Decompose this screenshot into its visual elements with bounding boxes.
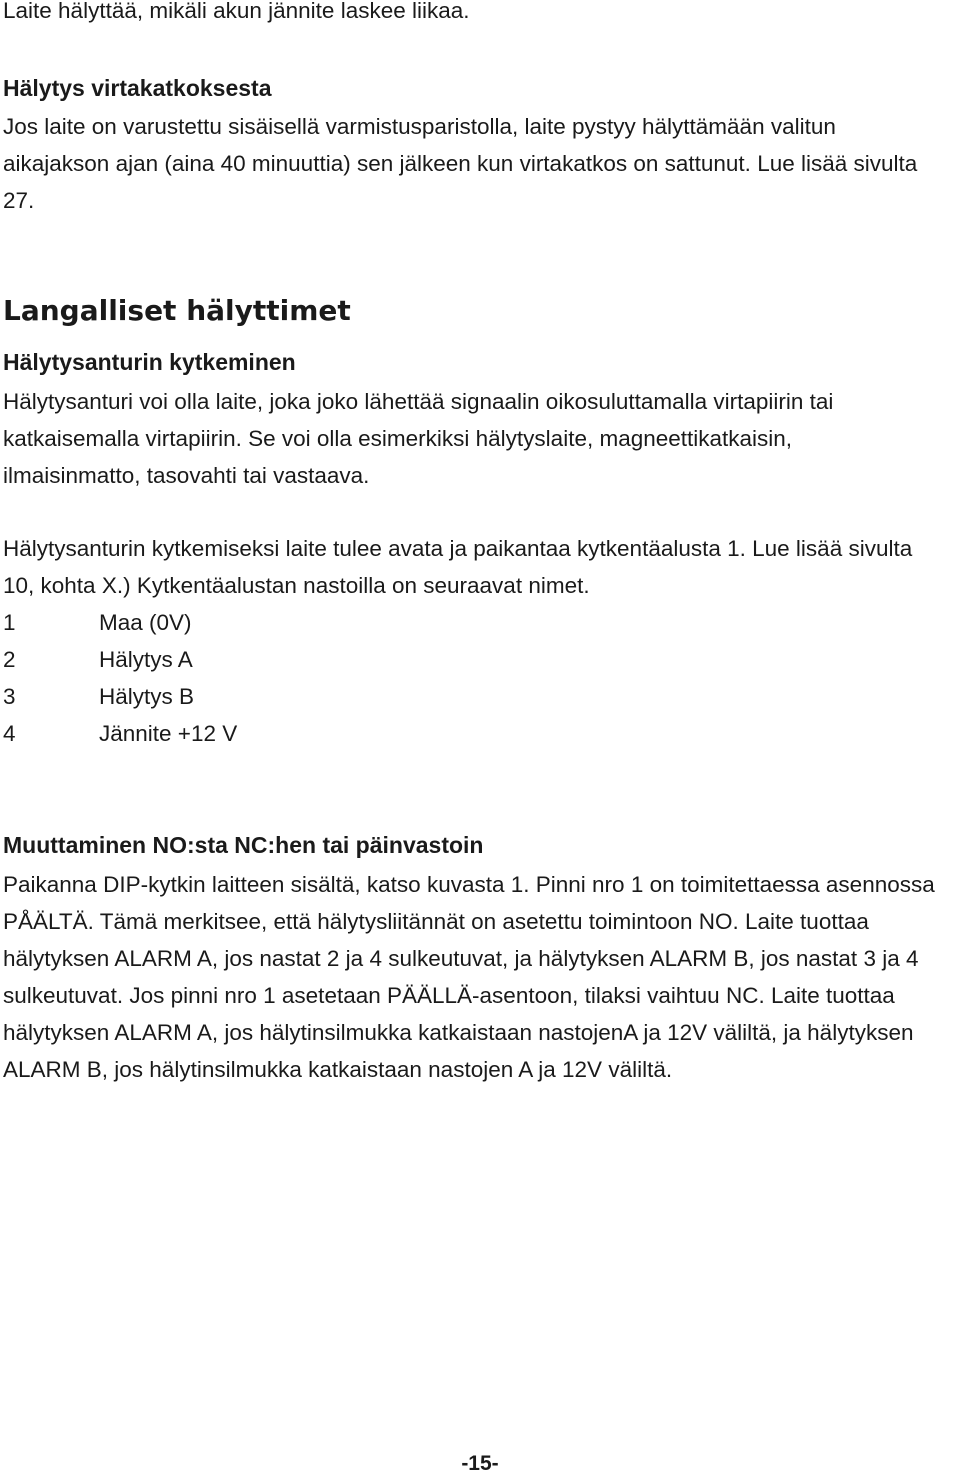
pin-number: 2 (3, 647, 16, 672)
intro-line: Laite hälyttää, mikäli akun jännite laskee liikaa. (3, 0, 470, 23)
pin-item (3, 604, 958, 641)
pin-list (3, 604, 958, 752)
pin-number: 1 (3, 610, 16, 635)
sensor-paragraph-1: Hälytysanturi voi olla laite, joka joko lähettää signaalin oikosuluttamalla virtapiirin tai katkaisemalla virtapiirin. Se voi olla esimerkiksi hälytyslaite, magneettikatkaisin, ilmaisinmatto, tasovahti tai vastaava. (3, 389, 834, 488)
pin-item (3, 678, 958, 715)
pin-name: Maa (0V) (99, 610, 192, 635)
pin-number: 3 (3, 684, 16, 709)
pin-name: Hälytys A (99, 647, 193, 672)
power-outage-heading: Hälytys virtakatkoksesta (3, 75, 272, 101)
pin-number: 4 (3, 721, 16, 746)
pin-item (3, 715, 958, 752)
no-nc-heading: Muuttaminen NO:sta NC:hen tai päinvastoin (3, 832, 484, 858)
sensor-paragraph-2: Hälytysanturin kytkemiseksi laite tulee avata ja paikantaa kytkentäalusta 1. Lue lisää sivulta 10, kohta X.) Kytkentäalustan nastoilla on seuraavat nimet. (3, 536, 913, 598)
pin-name: Hälytys B (99, 684, 195, 709)
wired-alarms-heading: Langalliset hälyttimet (3, 294, 351, 327)
pin-item (3, 641, 958, 678)
page-number: -15- (461, 1452, 499, 1475)
pin-name: Jännite +12 V (99, 721, 238, 746)
no-nc-paragraph: Paikanna DIP-kytkin laitteen sisältä, katso kuvasta 1. Pinni nro 1 on toimitettaessa asennossa PÅÄLTÄ. Tämä merkitsee, että hälytysliitännät on asetettu toimintoon NO. Laite tuottaa hälytyksen ALARM A, jos nastat 2 ja 4 sulkeutuvat, ja hälytyksen ALARM B, jos nastat 3 ja 4 sulkeutuvat. Jos pinni nro 1 asetetaan PÄÄLLÄ-asentoon, tilaksi vaihtuu NC. Laite tuottaa hälytyksen ALARM A, jos hälytinsilmukka katkaistaan nastojenA ja 12V väliltä, ja hälytyksen ALARM B, jos hälytinsilmukka katkaistaan nastojen A ja 12V väliltä. (3, 872, 935, 1082)
power-outage-paragraph: Jos laite on varustettu sisäisellä varmistusparistolla, laite pystyy hälyttämään valitun aikajakson ajan (aina 40 minuuttia) sen jälkeen kun virtakatkos on sattunut. Lue lisää sivulta 27. (3, 114, 918, 213)
sensor-connection-subheading: Hälytysanturin kytkeminen (3, 349, 296, 375)
